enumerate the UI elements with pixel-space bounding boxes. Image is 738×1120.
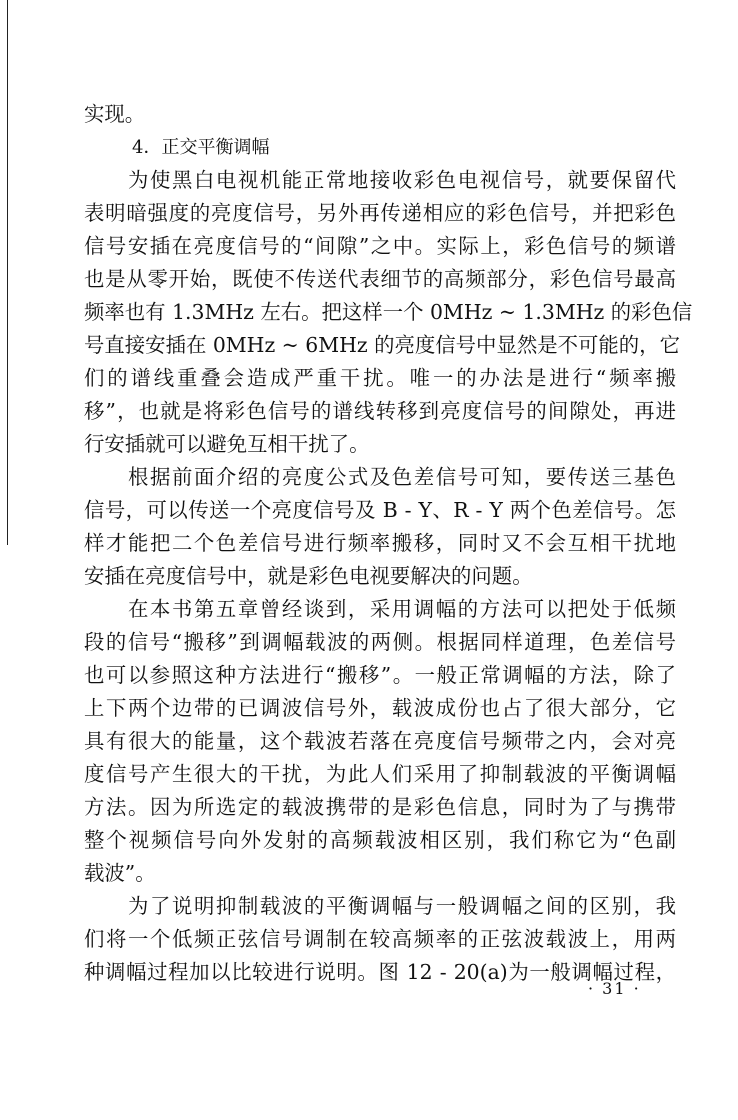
text-line: 为了说明抑制载波的平衡调幅与一般调幅之间的区别，我	[128, 894, 676, 918]
text-line: 们的谱线重叠会造成严重干扰。唯一的办法是进行“频率搬	[84, 366, 676, 390]
text-line: 实现。	[84, 102, 146, 126]
text-line: 段的信号“搬移”到调幅载波的两侧。根据同样道理，色差信号	[84, 630, 676, 654]
text-line: 在本书第五章曾经谈到，采用调幅的方法可以把处于低频	[128, 597, 676, 621]
text-line: 安插在亮度信号中，就是彩色电视要解决的问题。	[84, 564, 533, 588]
text-line: 度信号产生很大的干扰，为此人们采用了抑制载波的平衡调幅	[84, 762, 676, 786]
text-line: 具有很大的能量，这个载波若落在亮度信号频带之内，会对亮	[84, 729, 676, 753]
section-heading: 4．正交平衡调幅	[132, 137, 270, 158]
text-line: 也是从零开始，既使不传送代表细节的高频部分，彩色信号最高	[84, 267, 676, 291]
text-line: 样才能把二个色差信号进行频率搬移，同时又不会互相干扰地	[84, 531, 676, 555]
text-line: 整个视频信号向外发射的高频载波相区别，我们称它为“色副	[84, 828, 676, 852]
text-line: 表明暗强度的亮度信号，另外再传递相应的彩色信号，并把彩色	[84, 201, 676, 225]
page-number: · 31 ·	[588, 979, 641, 998]
text-line: 方法。因为所选定的载波携带的是彩色信息，同时为了与携带	[84, 795, 676, 819]
text-line: 们将一个低频正弦信号调制在较高频率的正弦波载波上，用两	[84, 927, 676, 951]
text-line: 信号安插在亮度信号的“间隙”之中。实际上，彩色信号的频谱	[84, 234, 676, 258]
text-line: 载波”。	[84, 861, 156, 885]
text-line: 行安插就可以避免互相干扰了。	[84, 432, 370, 456]
text-line: 移”，也就是将彩色信号的谱线转移到亮度信号的间隙处，再进	[84, 399, 676, 423]
text-line: 信号，可以传送一个亮度信号及 B - Y、R - Y 两个色差信号。怎	[84, 498, 676, 522]
text-line: 频率也有 1.3MHz 左右。把这样一个 0MHz ~ 1.3MHz 的彩色信	[84, 300, 693, 324]
text-line: 种调幅过程加以比较进行说明。图 12 - 20(a)为一般调幅过程，	[84, 960, 676, 984]
body-text	[84, 98, 693, 989]
text-line: 为使黑白电视机能正常地接收彩色电视信号，就要保留代	[128, 168, 676, 192]
text-line: 号直接安插在 0MHz ~ 6MHz 的亮度信号中显然是不可能的，它	[84, 333, 680, 357]
text-line: 也可以参照这种方法进行“搬移”。一般正常调幅的方法，除了	[84, 663, 676, 687]
text-line: 上下两个边带的已调波信号外，载波成份也占了很大部分，它	[84, 696, 676, 720]
text-line: 根据前面介绍的亮度公式及色差信号可知，要传送三基色	[128, 465, 676, 489]
page-binding-edge	[7, 0, 8, 545]
